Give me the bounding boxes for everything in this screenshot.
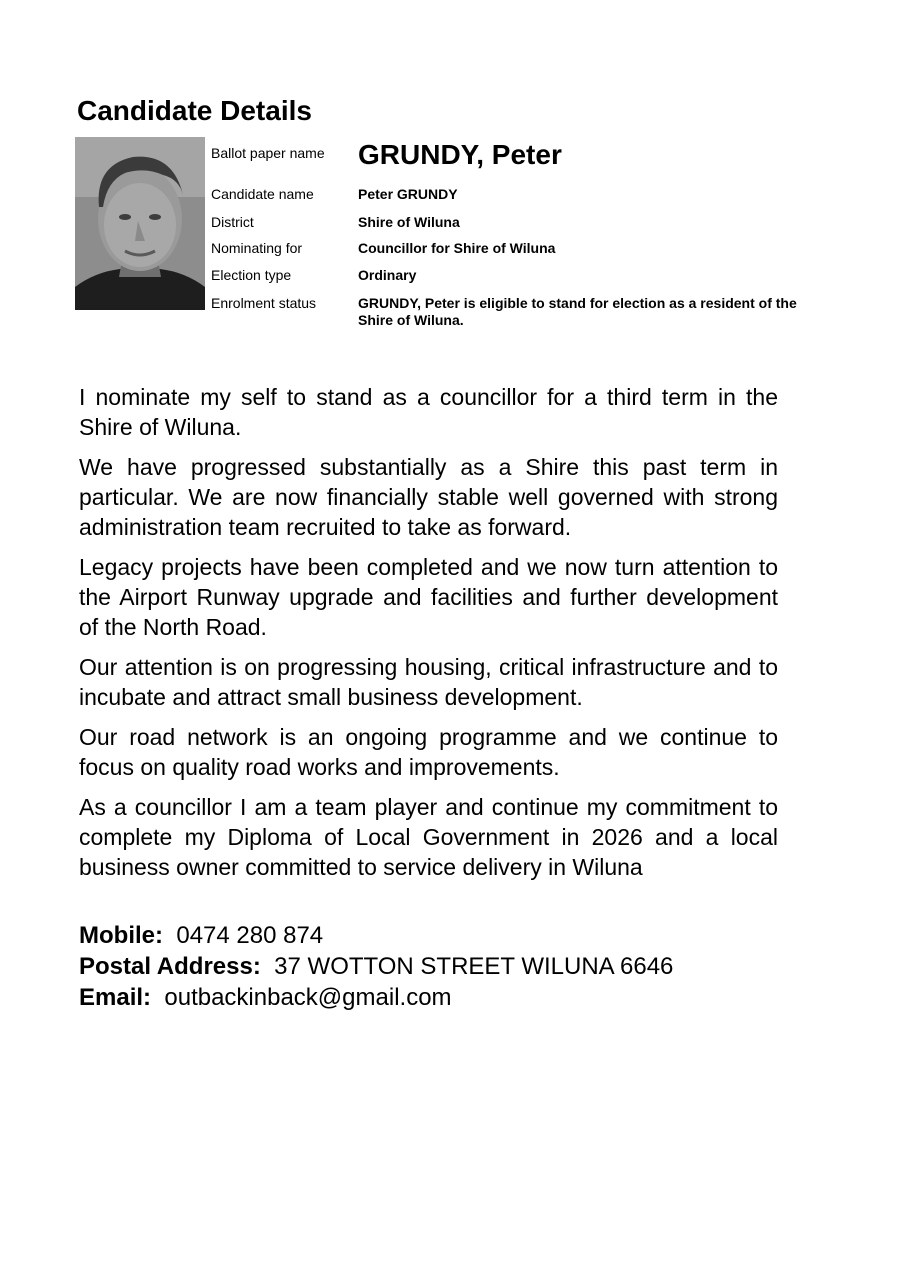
district-value: Shire of Wiluna bbox=[358, 214, 460, 230]
nominating-for-value: Councillor for Shire of Wiluna bbox=[358, 240, 556, 256]
portrait-image bbox=[75, 137, 205, 310]
candidate-statement bbox=[79, 382, 778, 892]
candidate-photo bbox=[75, 137, 205, 310]
statement-paragraph: Our attention is on progressing housing, critical infrastructure and to incubate and attract small business development. bbox=[79, 654, 778, 710]
election-type-value: Ordinary bbox=[358, 267, 417, 283]
mobile-label: Mobile: bbox=[79, 922, 163, 949]
email-value[interactable]: outbackinback@gmail.com bbox=[164, 984, 452, 1011]
contact-details bbox=[79, 920, 839, 1013]
enrolment-status-value: GRUNDY, Peter is eligible to stand for election as a resident of the Shire of Wiluna. bbox=[358, 295, 797, 328]
ballot-paper-name-value: GRUNDY, Peter bbox=[358, 139, 562, 170]
nominating-for-label: Nominating for bbox=[211, 240, 303, 256]
candidate-name-value: Peter GRUNDY bbox=[358, 186, 458, 202]
mobile-value: 0474 280 874 bbox=[176, 922, 324, 949]
statement-paragraph: Our road network is an ongoing programme and we continue to focus on quality road works and improvements. bbox=[79, 724, 778, 780]
statement-paragraph: Legacy projects have been completed and we now turn attention to the Airport Runway upgrade and facilities and further development of the North Road. bbox=[79, 554, 778, 640]
enrolment-status-label: Enrolment status bbox=[211, 295, 317, 311]
email-label: Email: bbox=[79, 984, 152, 1011]
election-type-label: Election type bbox=[211, 267, 292, 283]
statement-paragraph: As a councillor I am a team player and continue my commitment to complete my Diploma of Local Government in 2026 and a local business owner committed to service delivery in Wiluna bbox=[79, 794, 778, 880]
email-line bbox=[79, 982, 839, 1013]
mobile-line bbox=[79, 920, 839, 951]
postal-address-value: 37 WOTTON STREET WILUNA 6646 bbox=[274, 953, 674, 980]
page-title: Candidate Details bbox=[77, 95, 312, 126]
ballot-paper-name-label: Ballot paper name bbox=[211, 145, 325, 161]
postal-address-label: Postal Address: bbox=[79, 953, 261, 980]
candidate-name-label: Candidate name bbox=[211, 186, 314, 202]
postal-address-line bbox=[79, 951, 839, 982]
district-label: District bbox=[211, 214, 254, 230]
statement-paragraph: We have progressed substantially as a Shire this past term in particular. We are now financially stable well governed with strong administration team recruited to take as forward. bbox=[79, 454, 778, 540]
statement-paragraph: I nominate my self to stand as a councillor for a third term in the Shire of Wiluna. bbox=[79, 384, 778, 440]
